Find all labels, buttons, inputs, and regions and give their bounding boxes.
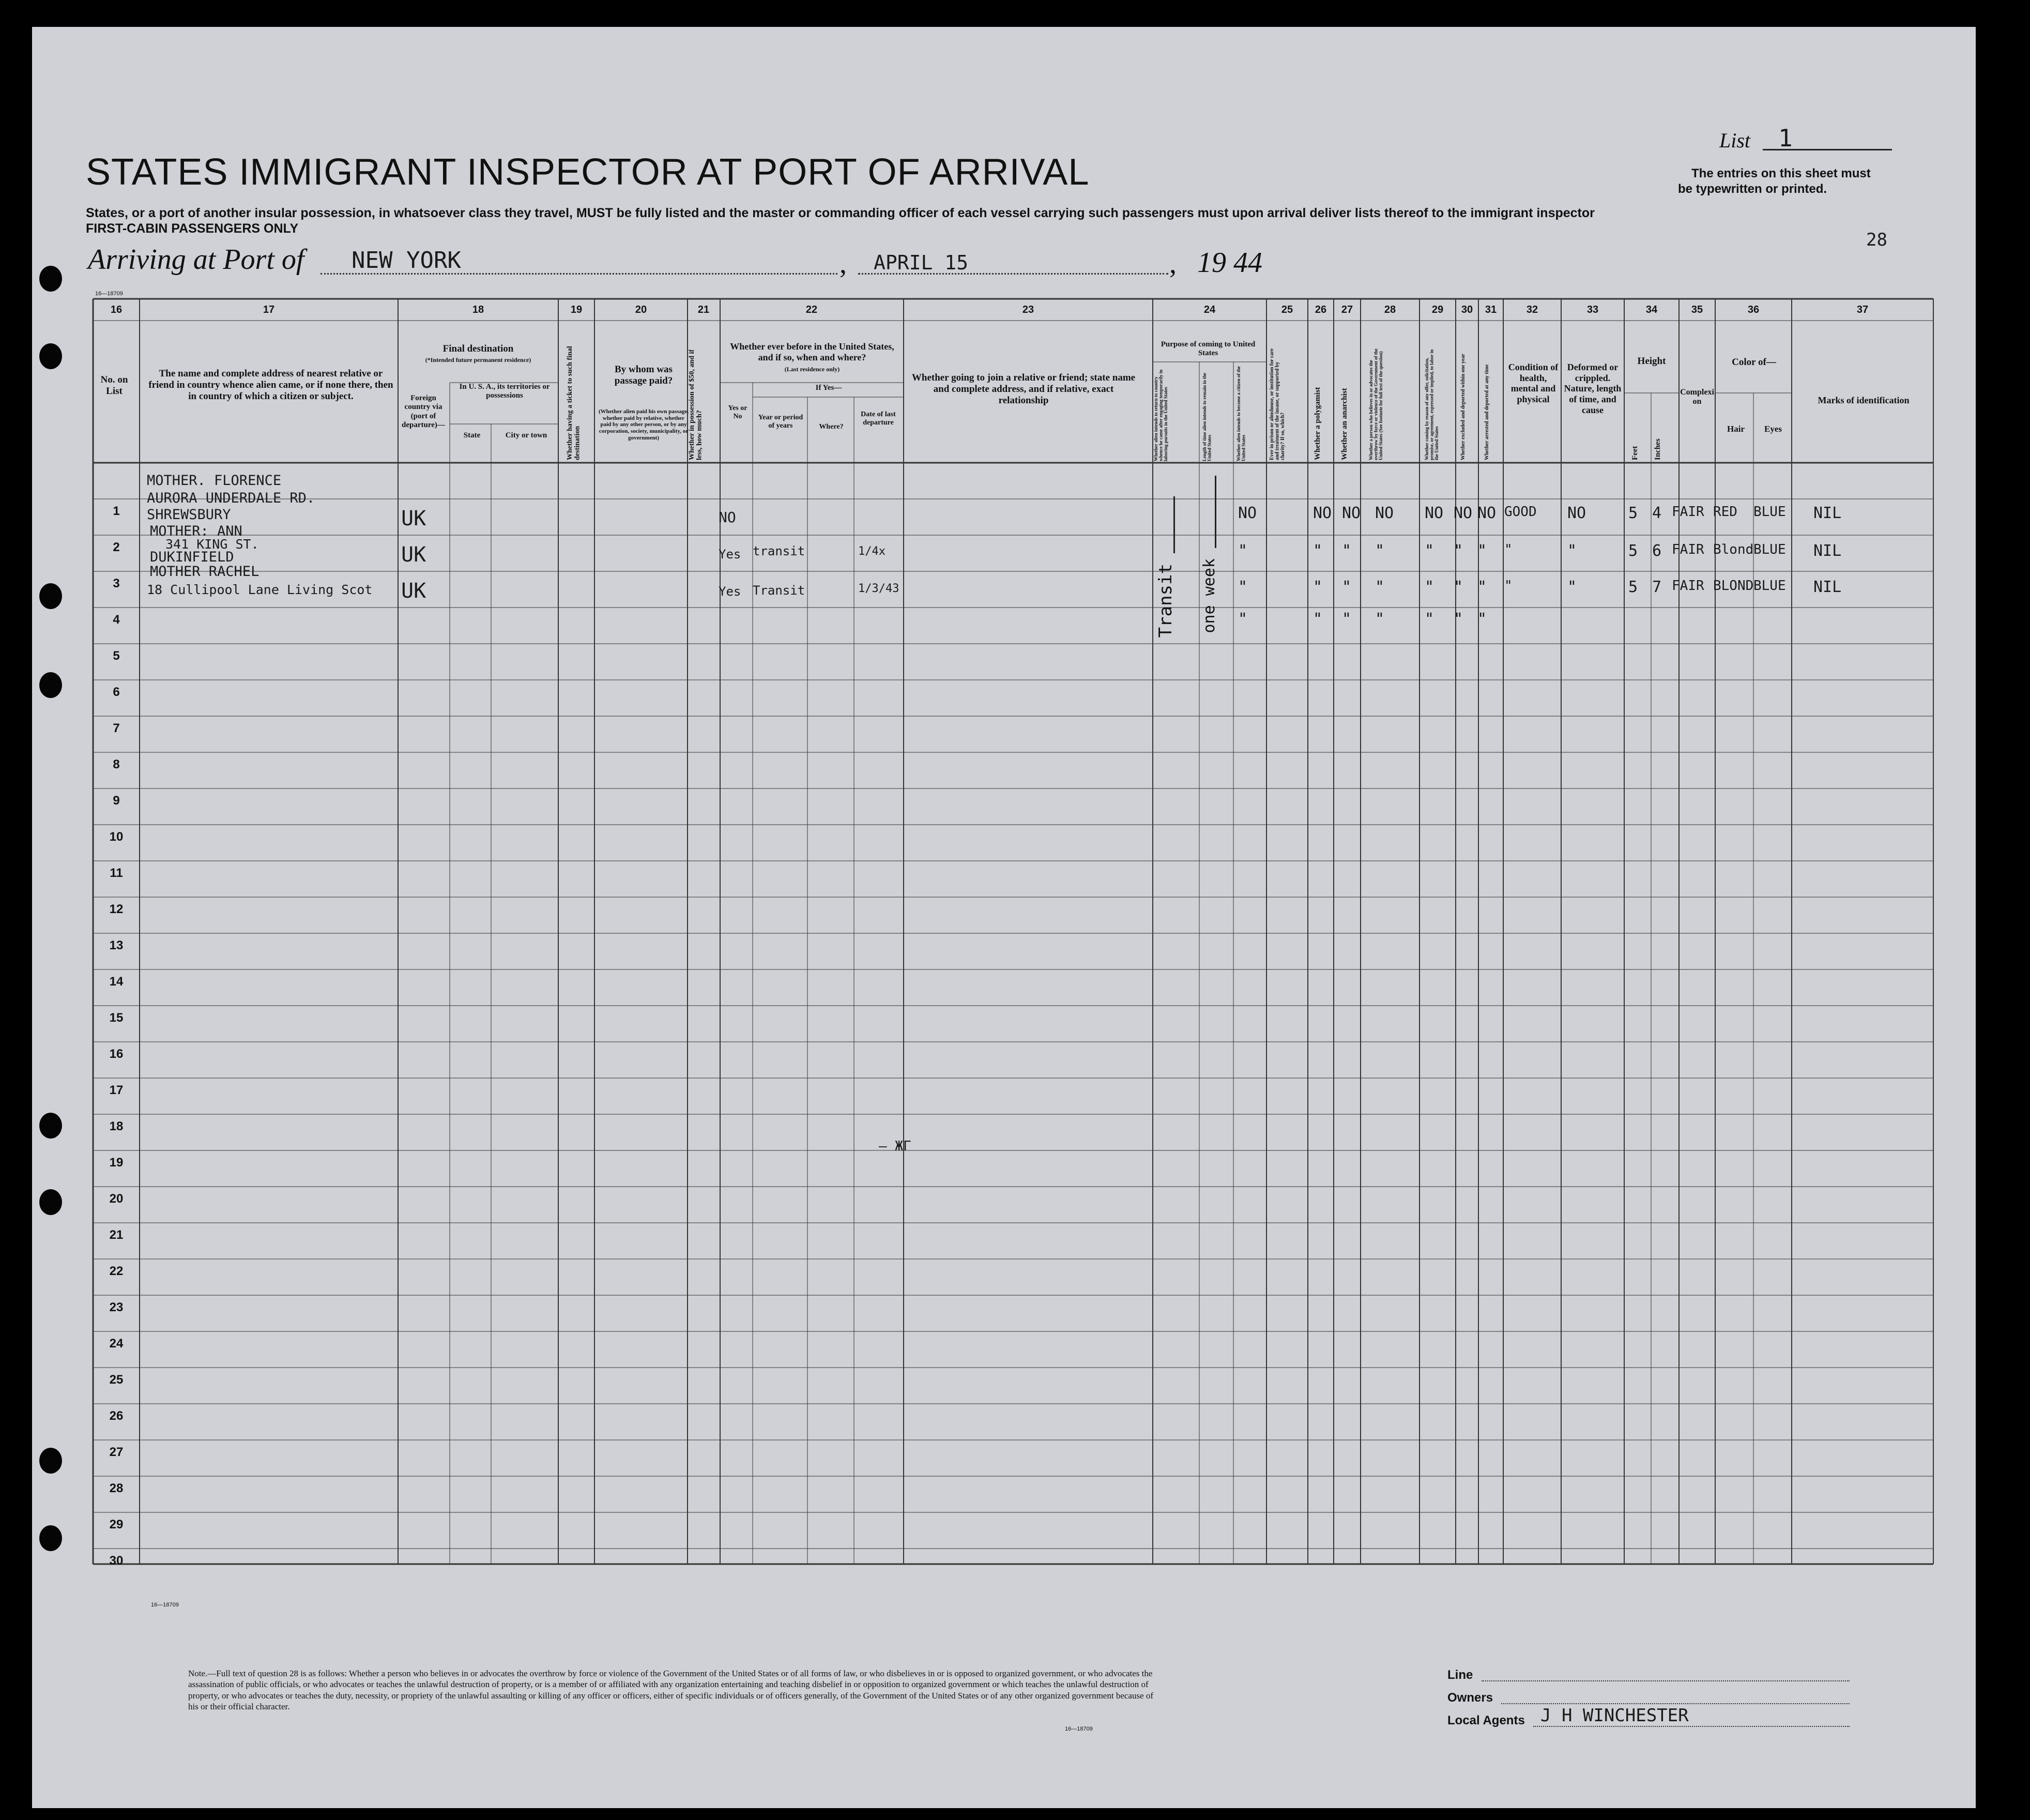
purpose-transit: Transit [1155, 564, 1176, 638]
col-34-feet: Feet [1631, 446, 1639, 460]
col-22-year: Year or period of years [758, 414, 803, 430]
entry-1-complexion: FAIR [1672, 504, 1704, 520]
col-29-label: Whether coming by reason of any offer, solicitation, promise, or agreement, expressed or implied, to labor in the United States [1424, 349, 1439, 460]
row-number: 13 [109, 938, 124, 952]
col-number-29: 29 [1431, 304, 1444, 315]
entry-2-c27: " [1342, 542, 1352, 560]
entry-1-c31: NO [1477, 504, 1497, 522]
entry-2-c30: " [1454, 542, 1463, 560]
col-number-21: 21 [697, 304, 710, 315]
intro-line: States, or a port of another insular possession, in whatsoever class they travel, MUST be fully listed and the master or commanding officer of each vessel carrying such passengers must upon arrival deliver lists thereof to the immigrant inspector [86, 206, 1595, 220]
col-number-22: 22 [805, 304, 818, 315]
entry-1-relative-2: AURORA UNDERDALE RD. [147, 490, 315, 506]
col-number-20: 20 [635, 304, 647, 315]
row-number: 20 [109, 1192, 124, 1206]
list-number: 1 [1778, 124, 1793, 152]
entry-2-deformed: " [1567, 542, 1577, 560]
entry-1-c26: NO [1313, 504, 1332, 522]
entry-2-eyes: BLUE [1753, 542, 1786, 557]
row-number: 25 [109, 1373, 124, 1387]
list-label: List [1719, 129, 1751, 152]
col-22-date: Date of last departure [861, 411, 896, 427]
row-number: 15 [109, 1011, 124, 1025]
owners-field [1501, 1703, 1850, 1704]
col-20-label: By whom was passage paid? [614, 364, 673, 386]
col-number-31: 31 [1485, 304, 1497, 315]
col-26-label: Whether a polygamist [1314, 387, 1322, 460]
entry-3-relative-2: 18 Cullipool Lane Living Scot [147, 582, 373, 597]
form-code-top: 16—18709 [95, 291, 123, 297]
length-dash [1215, 476, 1216, 548]
col-37-label: Marks of identification [1818, 395, 1910, 405]
col-25-label: Ever in prison or almshouse, or institution for care and treatment of the insane, or supported by charity? If so, which? [1269, 348, 1286, 460]
entry-1-c28: NO [1375, 504, 1394, 522]
row-number: 5 [113, 649, 120, 663]
entry-1-inches: 4 [1652, 504, 1662, 522]
col-24c-label: Whether alien intends to become a citizen of the United States [1236, 366, 1246, 461]
row-number: 4 [113, 613, 120, 627]
col-34-inches: Inches [1654, 438, 1662, 460]
arriving-label: Arriving at Port of [88, 244, 304, 276]
col-number-30: 30 [1461, 304, 1473, 315]
row-number: 29 [109, 1518, 124, 1531]
entry-3-c31: " [1477, 578, 1487, 596]
length-one-week: one week [1200, 558, 1218, 633]
row-number: 8 [113, 757, 120, 771]
row-number: 19 [109, 1156, 124, 1170]
row-number: 24 [109, 1337, 124, 1351]
form-title: STATES IMMIGRANT INSPECTOR AT PORT OF ARRIVAL [86, 151, 1090, 193]
entry-3-c26: " [1313, 578, 1323, 596]
entry-3-relative-1: MOTHER RACHEL [150, 564, 260, 580]
col-30-label: Whether excluded and deported within one year [1460, 354, 1466, 460]
row-number: 30 [109, 1554, 124, 1568]
year-value: 19 44 [1197, 247, 1262, 279]
entry-2-c31: " [1477, 542, 1487, 560]
col-number-18: 18 [472, 304, 484, 315]
col-19-label: Whether having a ticket to such final destination [566, 346, 582, 460]
entry-3-been-before: Yes [719, 584, 741, 599]
entry-1-health: GOOD [1504, 504, 1537, 520]
entry-3-eyes: BLUE [1753, 578, 1786, 594]
col-36-label: Color of— [1732, 357, 1776, 368]
col-36-eyes: Eyes [1764, 424, 1782, 434]
agents-field [1533, 1726, 1850, 1727]
row-number: 11 [110, 866, 123, 880]
entry-2-relative-3: DUKINFIELD [150, 549, 234, 565]
entry-3-inches: 7 [1652, 578, 1662, 596]
row-number: 3 [113, 577, 120, 590]
comma: , [1169, 248, 1177, 280]
col-21-label: Whether in possession of $50, and if less, how much? [688, 349, 704, 460]
cabin-class: FIRST-CABIN PASSENGERS ONLY [86, 221, 299, 236]
entry-1-c29: NO [1425, 504, 1444, 522]
col-number-19: 19 [570, 304, 583, 315]
entry-3-complexion: FAIR [1672, 578, 1704, 594]
purpose-dash [1173, 496, 1175, 553]
entry-2-complexion: FAIR [1672, 542, 1704, 557]
entry-2-hair: Blond [1713, 542, 1754, 557]
row-number: 16 [109, 1047, 124, 1061]
col-34-label: Height [1637, 356, 1666, 367]
col-20-sub: (Whether alien paid his own passage, whether paid by relative, whether paid by any other person, or by any corporation, society, municipality, or government) [599, 408, 689, 441]
entry-4-c30: " [1454, 610, 1463, 628]
entry-3-year: Transit [753, 583, 805, 598]
entry-3-feet: 5 [1628, 578, 1638, 596]
row-number: 26 [109, 1409, 124, 1423]
entry-3-foreign: UK [401, 579, 426, 603]
entry-2-inches: 6 [1652, 542, 1662, 560]
entry-3-c28: " [1375, 578, 1385, 596]
col-number-17: 17 [263, 304, 275, 315]
row-number: 6 [113, 685, 120, 699]
col-number-37: 37 [1856, 304, 1869, 315]
entry-1-c25: NO [1238, 504, 1257, 522]
col-24b-label: Length of time alien intends to remain in the United States [1202, 373, 1212, 461]
col-33-label: Deformed or crippled. Nature, length of time, and cause [1564, 362, 1622, 415]
col-18-sub: (*Intended future permanent residence) [425, 356, 531, 363]
entry-2-c28: " [1375, 542, 1385, 560]
row-number: 1 [113, 504, 120, 518]
entry-2-c25: " [1238, 542, 1248, 560]
col-17-label: The name and complete address of nearest relative or friend in country whence alien came, or if none there, then in country of which a citizen or subject. [148, 368, 393, 402]
entry-2-c26: " [1313, 542, 1323, 560]
date-value: APRIL 15 [874, 251, 969, 274]
entry-1-c30: NO [1454, 504, 1473, 522]
line-label: Line [1447, 1668, 1473, 1682]
col-22-where: Where? [819, 423, 844, 431]
col-number-32: 32 [1526, 304, 1538, 315]
col-35-label: Complexion [1680, 388, 1714, 406]
entry-3-c30: " [1454, 578, 1463, 596]
entry-1-foreign: UK [401, 507, 426, 530]
port-value: NEW YORK [352, 247, 461, 274]
col-24-label: Purpose of coming to United States [1161, 340, 1256, 358]
page-number: 28 [1866, 230, 1887, 250]
entry-2-relative-1: MOTHER: ANN [150, 523, 242, 539]
entry-1-eyes: BLUE [1753, 504, 1786, 520]
stray-mark: — ЖГ [879, 1139, 911, 1154]
col-22-ifyes: If Yes— [815, 384, 842, 392]
entry-2-relative-2: 341 KING ST. [165, 537, 259, 552]
entry-4-c27: " [1342, 610, 1352, 628]
row-number: 7 [113, 721, 120, 735]
entry-1-relative-3: SHREWSBURY [147, 507, 231, 523]
entry-3-deformed: " [1567, 578, 1577, 596]
col-31-label: Whether arrested and deported at any time [1484, 364, 1490, 460]
col-18-foreign: Foreign country via (port of departure)— [402, 394, 445, 429]
col-27-label: Whether an anarchist [1340, 388, 1349, 460]
col-number-25: 25 [1281, 304, 1293, 315]
entry-3-health: " [1504, 578, 1513, 594]
entry-4-c26: " [1313, 610, 1323, 628]
entry-1-been-before: NO [719, 509, 736, 526]
row-number: 21 [109, 1228, 124, 1242]
entry-3-c29: " [1425, 578, 1434, 596]
entry-1-feet: 5 [1628, 504, 1638, 522]
entry-4-c29: " [1425, 610, 1434, 628]
row-number: 17 [109, 1083, 124, 1097]
row-number: 14 [109, 975, 124, 989]
col-24a-label: Whether alien intends to return to country whence he came after engaging temporarily in laboring pursuits in the United States [1153, 369, 1168, 461]
col-18-label: Final destination [442, 343, 514, 354]
col-22-label: Whether ever before in the United States, and if so, when and where? [730, 341, 894, 362]
col-number-35: 35 [1691, 304, 1703, 315]
entry-2-c29: " [1425, 542, 1434, 560]
entry-2-year: transit [753, 544, 805, 558]
entry-1-hair: RED [1713, 504, 1737, 520]
col-number-34: 34 [1645, 304, 1658, 315]
entry-3-hair: BLOND [1713, 578, 1754, 594]
entry-2-date: 1/4x [858, 545, 886, 558]
row-number: 22 [109, 1264, 124, 1278]
entry-3-date: 1/3/43 [858, 582, 899, 595]
entry-3-c25: " [1238, 578, 1248, 596]
row-number: 2 [113, 540, 120, 554]
entry-1-marks: NIL [1813, 504, 1842, 522]
col-28-label: Whether a person who believes in or advocates the overthrow by force or violence of the Government of the United States (See footnote for full text of the question) [1368, 348, 1383, 460]
entry-4-c31: " [1477, 610, 1487, 628]
owners-label: Owners [1447, 1691, 1493, 1705]
row-number: 12 [109, 902, 124, 916]
line-field [1482, 1680, 1850, 1681]
row-number: 9 [113, 794, 120, 808]
form-code-bottom: 16—18709 [1065, 1726, 1093, 1732]
entry-2-feet: 5 [1628, 542, 1638, 560]
row-number: 18 [109, 1119, 124, 1133]
col-number-36: 36 [1747, 304, 1760, 315]
col-number-28: 28 [1384, 304, 1396, 315]
form-code-left: 16—18709 [151, 1602, 179, 1608]
col-32-label: Condition of health, mental and physical [1508, 362, 1559, 405]
entry-1-relative-1: MOTHER. FLORENCE [147, 473, 282, 489]
entry-2-marks: NIL [1813, 542, 1842, 560]
agents-value: J H WINCHESTER [1540, 1705, 1689, 1726]
col-18-city: City or town [505, 431, 547, 439]
entry-4-c25: " [1238, 610, 1248, 628]
col-18-state: State [463, 431, 481, 439]
col-22-yesno: Yes or No [728, 404, 747, 421]
col-number-26: 26 [1315, 304, 1327, 315]
entry-2-been-before: Yes [719, 547, 741, 562]
col-23-label: Whether going to join a relative or friend; state name and complete address, and if relative, exact relationship [911, 372, 1136, 406]
footnote-question-28: Note.—Full text of question 28 is as follows: Whether a person who believes in or advocates the overthrow by force or violence of the Government of the United States or of all forms of law, or who disbelieves in or is opposed to organized government, or who advocates the assassination of public officials, or who advocates or teaches the unlawful destruction of property, or is a member of or affiliated with any organization entertaining and teaching disbelief in or opposition to organized government or which teaches the unlawful destruction of property, or who advocates or teaches the duty, necessity, or propriety of the unlawful assaulting or killing of any officer or officers, either of specific individuals or of officers generally, of the Government of the United States or of any other organized government because of his or their official character. [188, 1669, 1154, 1711]
entry-3-c27: " [1342, 578, 1352, 596]
col-number-23: 23 [1022, 304, 1034, 315]
col-22-sub: (Last residence only) [784, 366, 840, 373]
entry-2-health: " [1504, 542, 1513, 557]
col-18-usa: In U. S. A., its territories or possessions [459, 383, 550, 400]
agents-label: Local Agents [1447, 1713, 1525, 1727]
col-number-33: 33 [1586, 304, 1599, 315]
col-number-24: 24 [1203, 304, 1216, 315]
entry-3-marks: NIL [1813, 578, 1842, 596]
row-number: 27 [109, 1445, 124, 1459]
typewritten-note-2: be typewritten or printed. [1678, 182, 1827, 196]
col-36-hair: Hair [1727, 424, 1745, 434]
comma: , [840, 248, 847, 280]
row-number: 28 [109, 1481, 124, 1495]
entry-4-c28: " [1375, 610, 1385, 628]
col-16-label: No. on List [100, 374, 128, 397]
row-number: 10 [109, 830, 124, 844]
entry-1-c27: NO [1342, 504, 1361, 522]
entry-2-foreign: UK [401, 543, 426, 567]
row-number: 23 [109, 1300, 124, 1314]
col-number-16: 16 [110, 304, 123, 315]
typewritten-note-1: The entries on this sheet must [1691, 166, 1871, 180]
col-number-27: 27 [1341, 304, 1353, 315]
entry-1-deformed: NO [1567, 504, 1586, 522]
